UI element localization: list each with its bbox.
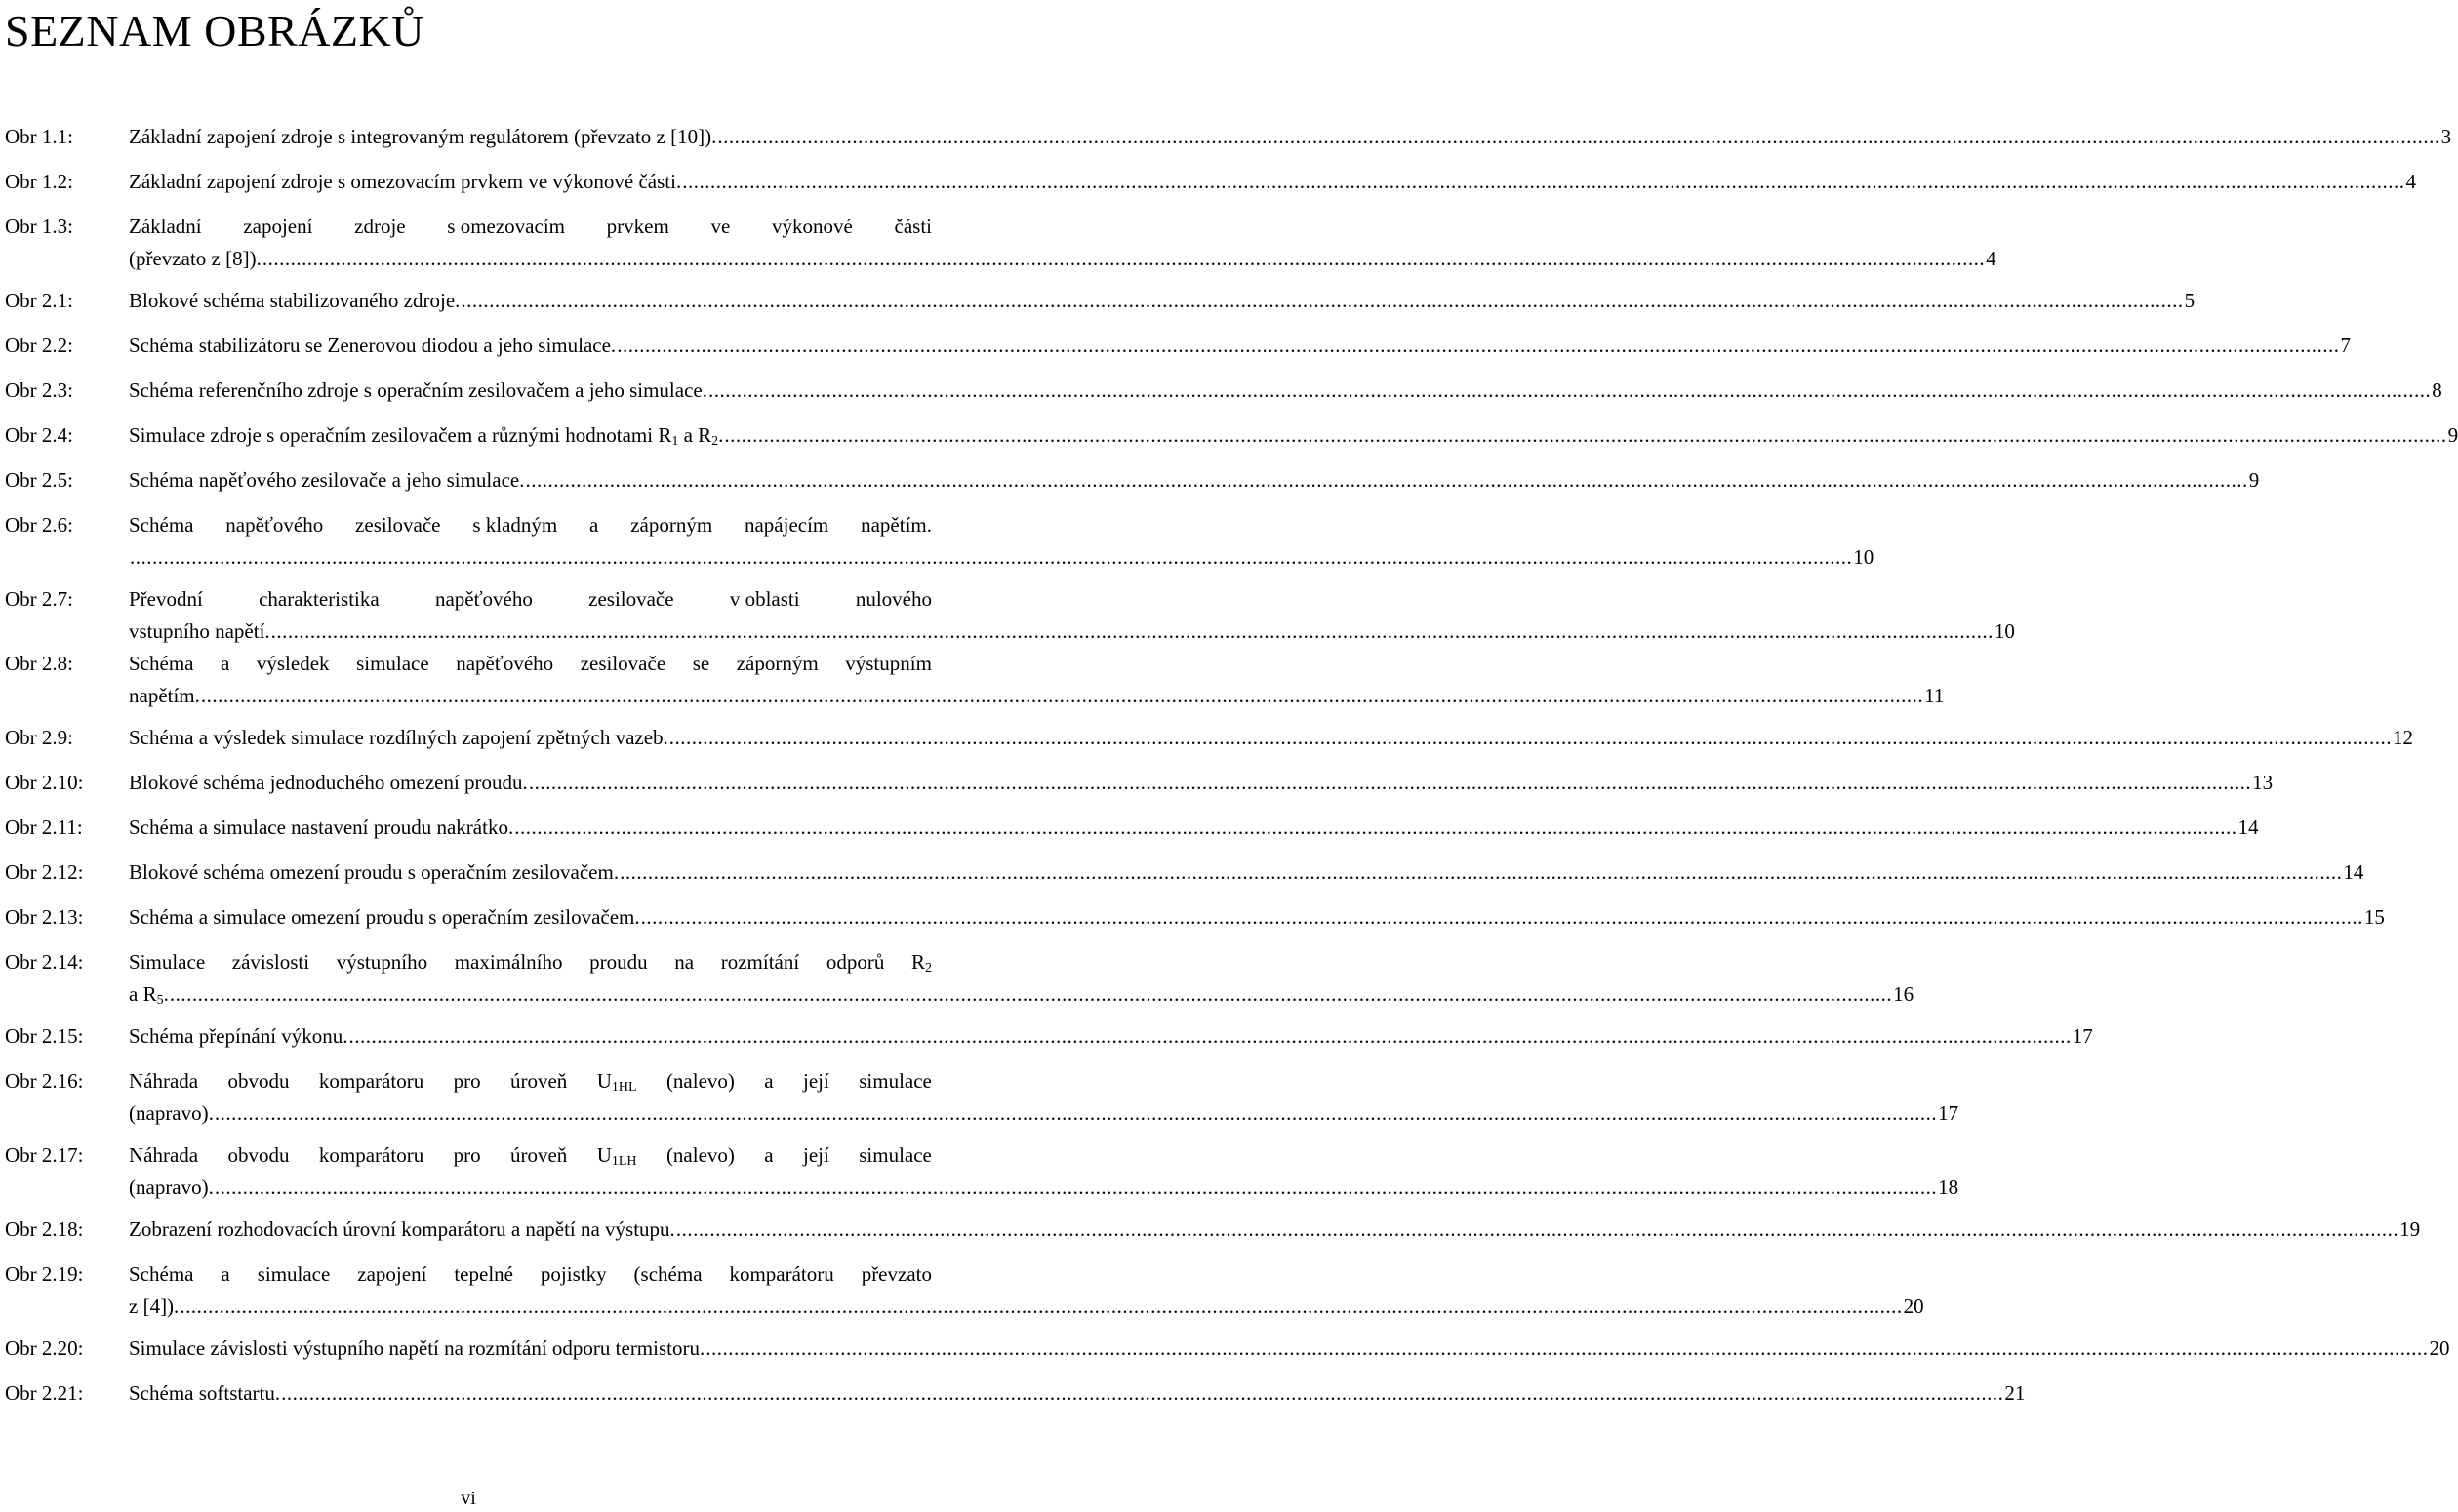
list-item [5,812,2259,844]
dot-leader [170,978,1892,1011]
list-item [5,464,2260,497]
caption-word: $U_{1LH}$ [596,1143,637,1169]
figure-caption [129,121,2452,153]
list-item [5,648,1945,712]
page-ref: 3 [2440,125,2452,148]
caption-word: zesilovače [355,513,441,537]
caption-word: simulace [859,1143,932,1167]
caption-word: komparátoru [729,1262,834,1286]
list-item [5,121,2452,153]
caption-last-line [129,978,1914,1011]
caption-last-line [129,1333,2450,1365]
caption-text [129,375,707,407]
caption-text-main: Zobrazení rozhodovacích úrovní komparátoru a napětí na výstupu. [129,1217,675,1241]
caption-word: Simulace [129,950,206,974]
figure-number: Obr 2.1: [5,289,73,312]
list-item [5,375,2442,407]
dot-leader [641,901,2363,934]
caption-text [129,856,619,889]
list-item [5,211,1996,275]
caption-text-main: Základní zapojení zdroje s omezovacím prvkem ve výkonové části. [129,170,682,193]
caption-text [129,616,270,648]
caption-text [129,1020,348,1053]
figure-caption [129,1258,1924,1323]
caption-text [129,1333,705,1365]
list-item [5,1333,2450,1365]
caption-text [129,1291,179,1323]
caption-word: simulace [859,1069,932,1093]
caption-word: záporným [630,513,713,537]
caption-word: Schéma [129,652,194,675]
caption-last-line [129,243,1996,275]
page-ref: 13 [2252,771,2274,794]
caption-first-line [129,509,932,541]
caption-word: zesilovače [580,652,666,675]
caption-word: Náhrada [129,1069,199,1093]
caption-text-main: (převzato z [8]). [129,247,262,270]
caption-text [129,1377,280,1410]
caption-first-line [129,1139,932,1172]
figure-caption [129,648,1945,712]
caption-text-main: napětím. [129,684,200,707]
caption-last-line [129,419,2458,452]
dot-leader [349,1020,2072,1053]
caption-last-line [129,767,2274,799]
caption-text-main: Schéma a simulace omezení proudu s operačním zesilovačem. [129,905,640,929]
caption-word: Převodní [129,587,203,611]
page-ref: 9 [2447,423,2458,447]
caption-word: maximálního [454,950,563,974]
list-item [5,330,2351,362]
page-ref: 20 [1903,1294,1924,1318]
caption-word: se [692,652,710,675]
caption-text-tail: . [163,982,169,1006]
caption-word: a [764,1143,774,1167]
caption-text [129,812,513,844]
figure-caption [129,1214,2421,1246]
dot-leader [525,464,2247,497]
subscript: 1 [671,434,679,449]
dot-leader [717,121,2439,153]
caption-word: pro [453,1069,481,1093]
caption-last-line [129,1020,2093,1053]
caption-last-line [129,166,2416,198]
caption-text-main: Schéma referenčního zdroje s operačním zesilovačem a jeho simulace. [129,378,707,402]
caption-word: odporů [826,950,885,974]
caption-text [129,1097,214,1130]
page-ref: 10 [1994,619,2015,643]
caption-word: ve [710,215,731,238]
caption-last-line [129,121,2452,153]
caption-last-line [129,722,2414,754]
caption-text-main: (napravo). [129,1101,214,1125]
figure-number: Obr 2.15: [5,1024,84,1048]
caption-word: (nalevo) [665,1069,735,1093]
caption-text-tail: . [718,423,724,447]
figure-number: Obr 2.2: [5,334,73,357]
page-ref: 14 [2237,816,2259,839]
caption-text [129,767,528,799]
figure-caption [129,464,2260,497]
caption-word: Schéma [129,1262,194,1286]
caption-word: komparátoru [318,1143,424,1167]
caption-word: napěťového [434,587,533,611]
figure-number: Obr 2.19: [5,1262,84,1286]
caption-last-line [129,680,1945,712]
caption-word: výkonové [772,215,853,238]
figure-number: Obr 2.3: [5,378,73,402]
figure-number: Obr 2.9: [5,726,73,749]
caption-text-mid: a R [678,423,712,447]
dot-leader [529,767,2251,799]
caption-word: charakteristika [259,587,380,611]
dot-leader [180,1291,1902,1323]
caption-word: výstupního [336,950,428,974]
caption-word: na [674,950,695,974]
dot-leader [271,616,1994,648]
figure-number: Obr 2.21: [5,1381,84,1405]
caption-last-line [129,856,2364,889]
caption-last-line [129,541,1874,574]
page-title: SEZNAM OBRÁZKŮ [5,6,424,56]
figure-caption [129,583,2015,648]
caption-word: záporným [736,652,819,675]
page-ref: 4 [2405,170,2416,193]
page-ref: 16 [1893,982,1914,1006]
figure-caption [129,211,1996,275]
page-ref: 10 [1853,545,1874,569]
figure-number: Obr 1.2: [5,170,73,193]
caption-text-main: Schéma stabilizátoru se Zenerovou diodou a jeho simulace. [129,334,617,357]
caption-word: pojistky [540,1262,607,1286]
figure-caption [129,1020,2093,1053]
dot-leader [705,1333,2428,1365]
dot-leader [215,1172,1937,1204]
list-item [5,1214,2421,1246]
list-item [5,901,2385,934]
figure-caption [129,375,2442,407]
caption-last-line [129,330,2351,362]
figure-number: Obr 2.18: [5,1217,84,1241]
dot-leader [514,812,2236,844]
page-ref: 20 [2429,1336,2450,1360]
caption-word: její [803,1069,829,1093]
dot-leader [262,243,1985,275]
page-ref: 21 [2004,1381,2026,1405]
caption-last-line [129,901,2385,934]
caption-first-line [129,1065,932,1097]
caption-text-main: Schéma a výsledek simulace rozdílných zapojení zpětných vazeb. [129,726,668,749]
caption-text-main: Schéma a simulace nastavení proudu nakrátko. [129,816,514,839]
caption-word: a [764,1069,774,1093]
caption-text [129,901,640,934]
subscript: 2 [711,434,719,449]
caption-word: a [221,652,230,675]
caption-text-main: Blokové schéma jednoduchého omezení proudu. [129,771,528,794]
page-ref: 4 [1986,247,1996,270]
figure-number: Obr 2.17: [5,1143,84,1167]
caption-word: výstupním [845,652,932,675]
caption-word: napěťového [456,652,554,675]
figure-caption [129,946,1914,1011]
list-item [5,1020,2093,1053]
caption-word: zapojení [357,1262,427,1286]
figure-caption [129,1065,1959,1130]
page-ref: 9 [2248,468,2260,492]
caption-word: napájecím [744,513,829,537]
figure-caption [129,419,2458,452]
caption-last-line [129,285,2196,317]
dot-leader [281,1377,2003,1410]
caption-text-main: Schéma napěťového zesilovače a jeho simulace. [129,468,525,492]
caption-word: v oblasti [729,587,800,611]
caption-word: $U_{1HL}$ [596,1069,637,1094]
list-item [5,767,2274,799]
caption-first-line [129,648,932,680]
caption-word: Náhrada [129,1143,199,1167]
figure-caption [129,1377,2026,1410]
list-item [5,1065,1959,1130]
caption-text-main: Schéma přepínání výkonu. [129,1024,348,1048]
list-item [5,856,2364,889]
caption-text-main: Základní zapojení zdroje s integrovaným regulátorem (převzato z [10]). [129,125,717,148]
caption-text [129,419,723,458]
caption-word: proudu [589,950,648,974]
caption-text [129,680,200,712]
caption-word: simulace [257,1262,331,1286]
subscript: 2 [924,961,932,975]
caption-text-main: (napravo). [129,1175,214,1199]
figure-number: Obr 2.4: [5,423,73,447]
caption-text [129,722,668,754]
list-item [5,583,2015,648]
caption-first-line [129,211,932,243]
caption-last-line [129,1291,1924,1323]
list-item [5,285,2196,317]
list-item [5,1258,1924,1323]
list-item [5,946,1914,1011]
caption-word: části [894,215,932,238]
subscript: 5 [156,993,164,1008]
figure-caption [129,1333,2450,1365]
caption-word: Základní [129,215,202,238]
page-ref: 19 [2399,1217,2421,1241]
caption-word: obvodu [227,1143,290,1167]
caption-word: napětím. [861,513,932,537]
dot-leader [682,166,2404,198]
page-ref: 5 [2184,289,2196,312]
figure-number: Obr 2.16: [5,1069,84,1093]
caption-word: zapojení [243,215,313,238]
figure-number: Obr 2.20: [5,1336,84,1360]
caption-word: a [589,513,599,537]
dot-leader [201,680,1923,712]
caption-word: Schéma [129,513,194,537]
figure-caption [129,1139,1959,1204]
figure-caption [129,285,2196,317]
caption-last-line [129,812,2259,844]
caption-text-main: Simulace zdroje s operačním zesilovačem a různými hodnotami R [129,423,672,447]
page-ref: 14 [2343,860,2364,884]
dot-leader [620,856,2342,889]
dot-leader [130,541,1852,574]
figure-caption [129,856,2364,889]
page-ref: 12 [2393,726,2414,749]
caption-last-line [129,616,2015,648]
figure-caption [129,722,2414,754]
figure-number: Obr 2.12: [5,860,84,884]
caption-word: s omezovacím [447,215,565,238]
caption-first-line [129,1258,932,1291]
figure-number: Obr 2.6: [5,513,73,537]
caption-word: simulace [356,652,429,675]
caption-text [129,1214,675,1246]
caption-text [129,166,681,198]
caption-word: (nalevo) [665,1143,735,1167]
caption-word: (schéma [633,1262,703,1286]
caption-text-main: Schéma softstartu. [129,1381,281,1405]
caption-word: zdroje [354,215,406,238]
dot-leader [669,722,2392,754]
caption-last-line [129,1172,1959,1204]
dot-leader [708,375,2431,407]
caption-text-main: Simulace závislosti výstupního napětí na rozmítání odporu termistoru. [129,1336,705,1360]
caption-last-line [129,1377,2026,1410]
figure-number: Obr 2.7: [5,587,73,611]
figure-number: Obr 2.5: [5,468,73,492]
caption-text [129,978,169,1016]
figure-number: Obr 2.11: [5,816,83,839]
page-ref: 17 [1938,1101,1959,1125]
dot-leader [617,330,2339,362]
page-ref: 7 [2340,334,2351,357]
list-item [5,722,2414,754]
caption-text-main: z [4]). [129,1294,180,1318]
caption-word: komparátoru [318,1069,424,1093]
caption-word: úroveň [509,1143,568,1167]
subscript: 1LH [611,1154,637,1169]
page-ref: 18 [1938,1175,1959,1199]
figure-number: Obr 2.13: [5,905,84,929]
caption-word: pro [453,1143,481,1167]
caption-word: výsledek [256,652,330,675]
caption-word: a [221,1262,230,1286]
caption-text [129,285,460,317]
page-number: vi [461,1488,476,1509]
figure-number: Obr 2.14: [5,950,84,974]
figure-number: Obr 2.10: [5,771,84,794]
caption-word: napěťového [225,513,324,537]
dot-leader [461,285,2183,317]
dot-leader [215,1097,1937,1130]
caption-text [129,121,716,153]
caption-text [129,330,616,362]
page-ref: 8 [2432,378,2442,402]
figure-number: Obr 1.1: [5,125,73,148]
list-item [5,1139,1959,1204]
figure-number: Obr 2.8: [5,652,73,675]
caption-text-main: Blokové schéma omezení proudu s operačním zesilovačem. [129,860,620,884]
caption-word: zesilovače [588,587,674,611]
dot-leader [724,419,2446,452]
caption-first-line [129,583,932,616]
subscript: 1HL [611,1080,637,1094]
caption-word: obvodu [227,1069,290,1093]
caption-last-line [129,464,2260,497]
caption-text [129,464,524,497]
page-ref: 17 [2072,1024,2093,1048]
caption-text-main: Blokové schéma stabilizovaného zdroje. [129,289,461,312]
figure-caption [129,901,2385,934]
dot-leader [676,1214,2398,1246]
caption-word: s kladným [472,513,558,537]
figure-caption [129,330,2351,362]
caption-word: rozmítání [720,950,800,974]
list-item [5,419,2458,452]
caption-last-line [129,1214,2421,1246]
caption-first-line [129,946,932,978]
figure-caption [129,767,2274,799]
caption-word: nulového [855,587,932,611]
figure-caption [129,509,1874,574]
list-item [5,1377,2026,1410]
caption-text [129,243,262,275]
caption-word: její [803,1143,829,1167]
page-ref: 15 [2363,905,2385,929]
caption-last-line [129,1097,1959,1130]
caption-word: převzato [861,1262,932,1286]
caption-text [129,1172,214,1204]
caption-last-line [129,375,2442,407]
caption-text-main: a R [129,982,157,1006]
list-item [5,509,1874,574]
figure-caption [129,166,2416,198]
figure-number: Obr 1.3: [5,215,73,238]
list-item [5,166,2416,198]
caption-word: prvkem [606,215,669,238]
caption-text-main: vstupního napětí. [129,619,270,643]
figure-caption [129,812,2259,844]
caption-word: $R_2$ [910,950,932,975]
caption-word: úroveň [509,1069,568,1093]
caption-word: závislosti [231,950,310,974]
page-ref: 11 [1924,684,1945,707]
caption-word: tepelné [454,1262,513,1286]
